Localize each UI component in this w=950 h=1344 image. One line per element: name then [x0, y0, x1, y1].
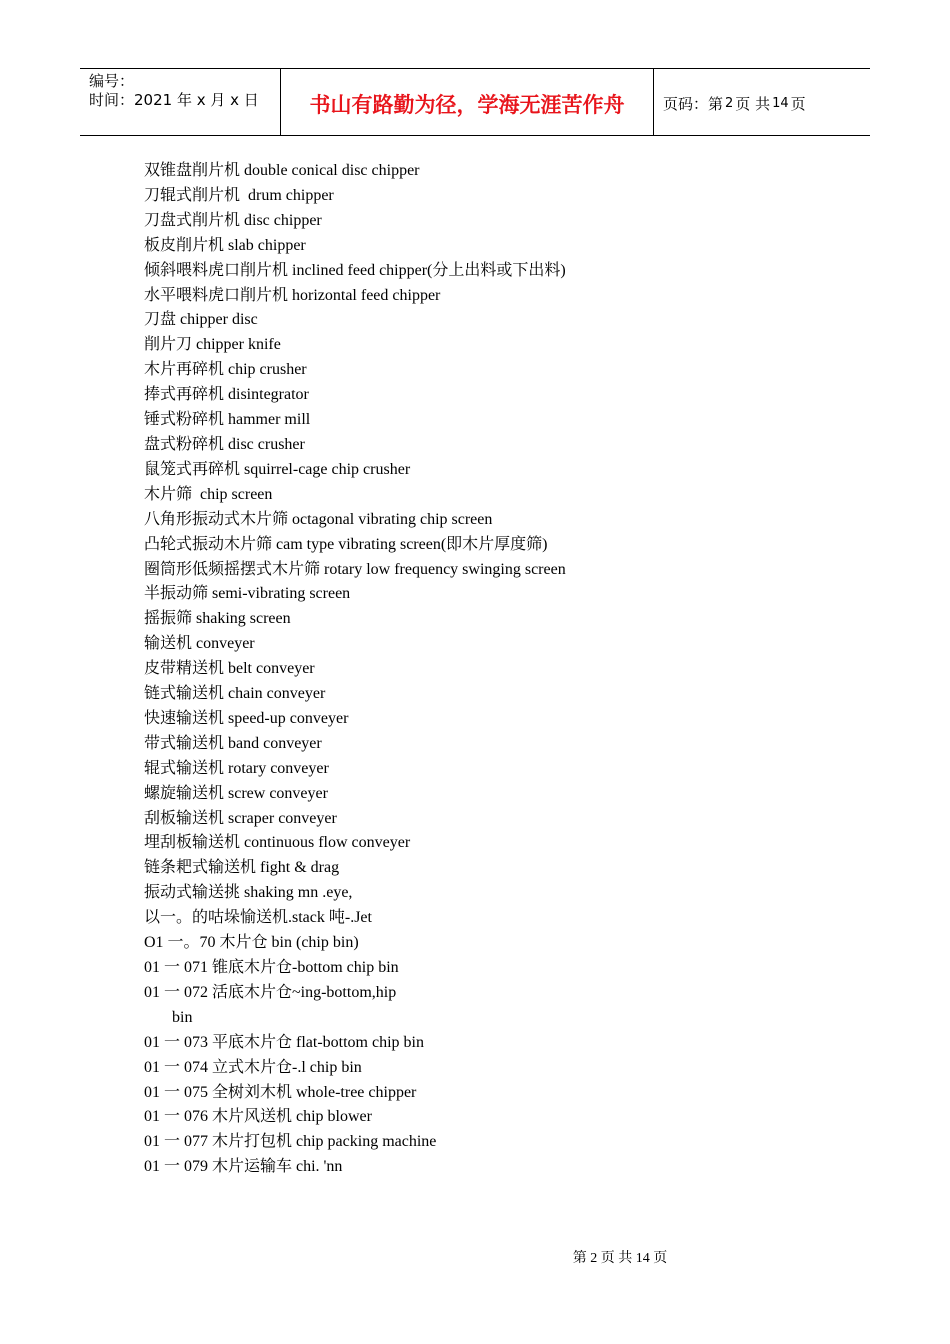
- glossary-line: 以一。的咕垛愉送机.stack 吨-.Jet: [144, 909, 372, 927]
- glossary-line: 圈筒形低频摇摆式木片筛 rotary low frequency swinging screen: [144, 560, 566, 578]
- glossary-line: 半振动筛 semi-vibrating screen: [144, 585, 351, 603]
- glossary-line: 刮板输送机 scraper conveyer: [144, 809, 337, 827]
- glossary-line: 01 一 071 锥底木片仓-bottom chip bin: [144, 959, 399, 976]
- glossary-line: 链条耙式输送机 fight & drag: [144, 859, 340, 877]
- glossary-line: bin: [144, 1008, 193, 1026]
- glossary-line: 水平喂料虎口削片机 horizontal feed chipper: [144, 286, 441, 304]
- page-mid: 页 共: [735, 94, 771, 113]
- glossary-line: 刀盘 chipper disc: [144, 311, 258, 329]
- page-header: [80, 68, 870, 136]
- glossary-line: 输送机 conveyer: [144, 635, 255, 653]
- glossary-line: 鼠笼式再碎机 squirrel-cage chip crusher: [144, 460, 411, 478]
- glossary-line: 辊式输送机 rotary conveyer: [144, 759, 329, 777]
- glossary-line: 01 一 074 立式木片仓-.l chip bin: [144, 1058, 362, 1076]
- glossary-line: 摇振筛 shaking screen: [144, 610, 291, 628]
- glossary-line: 01 一 076 木片风送机 chip blower: [144, 1108, 372, 1126]
- glossary-line: 木片再碎机 chip crusher: [144, 361, 307, 379]
- glossary-line: 快速输送机 speed-up conveyer: [144, 709, 349, 727]
- glossary-line: 带式输送机 band conveyer: [144, 734, 322, 752]
- header-meta: [80, 69, 281, 135]
- glossary-line: 八角形振动式木片筛 octagonal vibrating chip screen: [144, 510, 493, 528]
- page-suffix: 页: [790, 94, 806, 113]
- glossary-line: 双锥盘削片机 double conical disc chipper: [144, 162, 420, 179]
- glossary-line: 凸轮式振动木片筛 cam type vibrating screen(即木片厚度筛): [144, 535, 548, 553]
- glossary-line: 倾斜喂料虎口削片机 inclined feed chipper(分上出料或下出料): [144, 261, 566, 279]
- page-prefix: 页码：第: [663, 94, 724, 113]
- glossary-line: 捧式再碎机 disintegrator: [144, 386, 309, 404]
- glossary-line: 01 一 072 活底木片仓~ing-bottom,hip: [144, 983, 397, 1001]
- header-motto: 书山有路勤为径，学海无涯苦作舟: [281, 69, 654, 135]
- glossary-line: 木片筛 chip screen: [144, 485, 273, 503]
- glossary-line: 埋刮板输送机 continuous flow conveyer: [144, 834, 411, 852]
- glossary-line: 板皮削片机 slab chipper: [144, 236, 306, 254]
- glossary-line: 刀辊式削片机 drum chipper: [144, 186, 334, 204]
- glossary-line: 皮带精送机 belt conveyer: [144, 660, 315, 678]
- glossary-line: 削片刀 chipper knife: [144, 336, 281, 354]
- document-id-label: 编号：: [89, 72, 135, 90]
- glossary-line: 盘式粉碎机 disc crusher: [144, 435, 305, 453]
- glossary-line: 链式输送机 chain conveyer: [144, 685, 326, 703]
- glossary-line: 01 一 073 平底木片仓 flat-bottom chip bin: [144, 1033, 424, 1051]
- glossary-line: O1 一。70 木片仓 bin (chip bin): [144, 934, 359, 952]
- document-date: 时间：2021 年 x 月 x 日: [89, 91, 259, 109]
- page-total: 14: [772, 95, 789, 111]
- page-footer: 第 2 页 共 14 页: [572, 1251, 668, 1266]
- glossary-line: 01 一 075 全树刘木机 whole-tree chipper: [144, 1083, 417, 1101]
- glossary-body: [144, 159, 844, 1180]
- glossary-line: 刀盘式削片机 disc chipper: [144, 211, 322, 229]
- glossary-line: 螺旋输送机 screw conveyer: [144, 784, 328, 802]
- page-current: 2: [725, 95, 734, 111]
- glossary-line: 锤式粉碎机 hammer mill: [144, 411, 311, 429]
- glossary-line: 振动式输送挑 shaking mn .eye,: [144, 884, 353, 902]
- glossary-line: 01 一 077 木片打包机 chip packing machine: [144, 1133, 437, 1151]
- glossary-line: 01 一 079 木片运输车 chi. 'nn: [144, 1158, 343, 1176]
- header-page-info: [654, 69, 870, 135]
